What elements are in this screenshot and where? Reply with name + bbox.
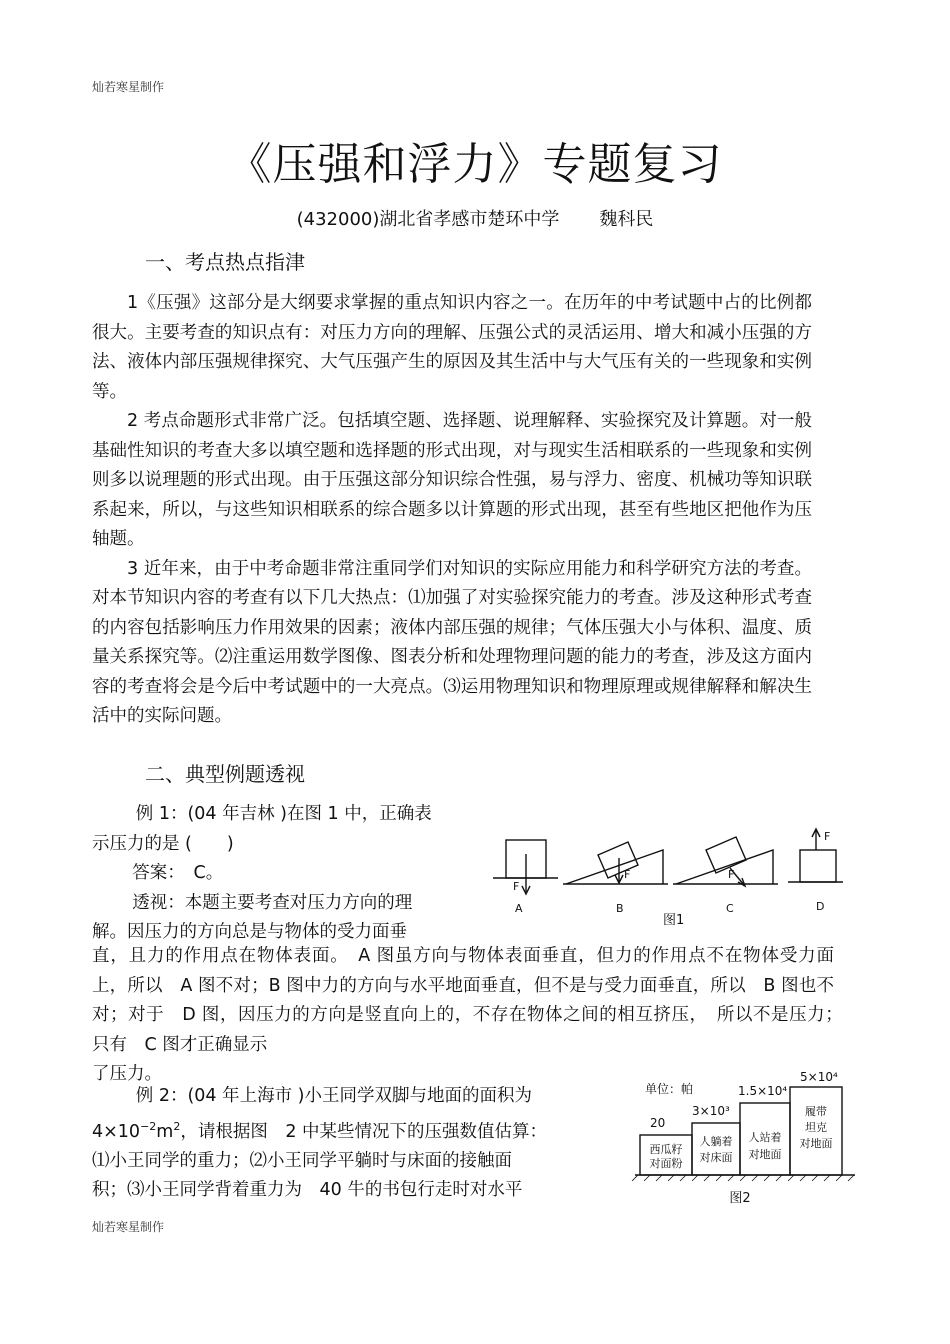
example-2-line1: 例 2：(04 年上海市 )小王同学双脚与地面的面积为 bbox=[135, 1086, 532, 1106]
fig1-c-force-label: F bbox=[728, 868, 735, 881]
fig1-label-b: B bbox=[616, 902, 624, 915]
example-1-analysis-line2: 解。因压力的方向总是与物体的受力面垂 bbox=[92, 922, 407, 942]
fig2-bar3-label2: 对地面 bbox=[748, 1148, 782, 1161]
example-2-unit: m bbox=[156, 1121, 174, 1142]
fig2-value-3: 1.5×10⁴ bbox=[738, 1084, 788, 1098]
fig2-bar-2 bbox=[692, 1123, 740, 1175]
fig1-b-force-label: F bbox=[624, 868, 631, 881]
example-2-coef: 4×10 bbox=[92, 1121, 141, 1142]
example-1-analysis-line1: 透视：本题主要考查对压力方向的理 bbox=[132, 892, 413, 913]
fig2-value-2: 3×10³ bbox=[692, 1104, 730, 1118]
fig1-caption: 图1 bbox=[663, 913, 685, 928]
example-1-analysis-end: 了压力。 bbox=[92, 1064, 162, 1084]
fig1-c-incline bbox=[676, 850, 773, 884]
fig2-caption: 图2 bbox=[729, 1191, 751, 1206]
example-1-question bbox=[92, 800, 482, 948]
fig1-label-a: A bbox=[515, 902, 523, 915]
fig2-bar1-label1: 西瓜籽 bbox=[649, 1143, 683, 1156]
example-2-exponent: −2 bbox=[140, 1119, 157, 1133]
fig2-value-1: 20 bbox=[650, 1116, 666, 1130]
example-2-unit-exponent: 2 bbox=[173, 1119, 181, 1133]
fig2-bar2-label2: 对床面 bbox=[699, 1151, 733, 1164]
fig2-bar4-label3: 对地面 bbox=[799, 1137, 833, 1150]
example-2-line2 bbox=[92, 1112, 612, 1147]
paragraph-1: 1《压强》这部分是大纲要求掌握的重点知识内容之一。在历年的中考试题中占的比例都很大。主要考查的知识点有：对压力方向的理解、压强公式的灵活运用、增大和减小压强的方法、液体内部压强规律探究、大气压强产生的原因及其生活中与大气压有关的一些现象和实例等。 bbox=[92, 293, 812, 402]
example-1-analysis-rest: 直，且力的作用点在物体表面。 A 图虽方向与物体表面垂直，但力的作用点不在物体受力面上，所以 A 图不对；B 图中力的方向与水平地面垂直，但不是与受力面垂直，所以 B 图也不对；对于 D 图，因压力的方向是竖直向上的，不存在物体之间的相互挤压， 所以不是压力； 只有 C 图才正确显示 bbox=[92, 946, 852, 1055]
section-1-body bbox=[92, 289, 812, 732]
fig2-bar4-label1: 履带 bbox=[805, 1105, 827, 1118]
fig2-bar4-label2: 坦克 bbox=[805, 1121, 827, 1134]
paragraph-3: 3 近年来，由于中考命题非常注重同学们对知识的实际应用能力和科学研究方法的考查。对本节知识内容的考查有以下几大热点：⑴加强了对实验探究能力的考查。涉及这种形式考查的内容包括影响压力作用效果的因素；液体内部压强的规律；气体压强大小与体积、温度、质量关系探究等。⑵注重运用数学图像、图表分析和处理物理问题的能力的考查，涉及这方面内容的考查将会是今后中考试题中的一大亮点。⑶运用物理知识和物理原理或规律解释和解决生活中的实际问题。 bbox=[92, 558, 812, 726]
fig1-b-incline bbox=[566, 850, 663, 884]
fig1-label-c: C bbox=[726, 902, 734, 915]
fig1-d-block bbox=[800, 850, 836, 882]
fig2-unit: 单位：帕 bbox=[645, 1082, 694, 1096]
fig1-label-d: D bbox=[816, 900, 825, 913]
example-2-line2-text: ，请根据图 2 中某些情况下的压强数值估算： bbox=[180, 1121, 548, 1142]
example-1-answer: 答案： C。 bbox=[132, 863, 224, 883]
example-2-question bbox=[92, 1082, 612, 1206]
fig1-b-block bbox=[598, 842, 638, 878]
author-line bbox=[0, 205, 950, 231]
section-heading-1: 一、考点热点指津 bbox=[145, 250, 305, 274]
fig2-value-4: 5×10⁴ bbox=[800, 1070, 838, 1084]
author-name: 魏科民 bbox=[599, 209, 654, 230]
fig2-bar3-label1: 人站着 bbox=[748, 1131, 782, 1144]
figure-2 bbox=[630, 1065, 870, 1210]
fig2-bar2-label1: 人躺着 bbox=[699, 1135, 733, 1148]
page-header: 灿若寒星制作 bbox=[92, 80, 165, 94]
example-2-line4: 积；⑶小王同学背着重力为 40 牛的书包行走时对水平 bbox=[92, 1180, 523, 1201]
fig1-d-force-label: F bbox=[824, 830, 831, 843]
fig2-bar1-label2: 对面粉 bbox=[649, 1157, 683, 1170]
author-affiliation: (432000)湖北省孝感市楚环中学 bbox=[296, 209, 560, 230]
fig1-c-block bbox=[706, 837, 746, 873]
document-title: 《压强和浮力》专题复习 bbox=[227, 139, 723, 190]
example-1-line2: 示压力的是 ( ) bbox=[92, 833, 234, 854]
fig1-a-force-label: F bbox=[513, 880, 520, 893]
example-2-line3: ⑴小王同学的重力；⑵小王同学平躺时与床面的接触面 bbox=[92, 1150, 512, 1171]
paragraph-2: 2 考点命题形式非常广泛。包括填空题、选择题、说理解释、实验探究及计算题。对一般基础性知识的考查大多以填空题和选择题的形式出现，对与现实生活相联系的一些现象和实例则多以说理题的形式出现。由于压强这部分知识综合性强，易与浮力、密度、机械功等知识联系起来，所以，与这些知识相联系的综合题多以计算题的形式出现，甚至有些地区把他作为压轴题。 bbox=[92, 411, 812, 549]
figure-1 bbox=[488, 820, 848, 935]
section-heading-2: 二、典型例题透视 bbox=[145, 762, 305, 786]
page-footer: 灿若寒星制作 bbox=[92, 1220, 165, 1234]
example-1-line1: 例 1：(04 年吉林 )在图 1 中，正确表 bbox=[135, 804, 432, 824]
